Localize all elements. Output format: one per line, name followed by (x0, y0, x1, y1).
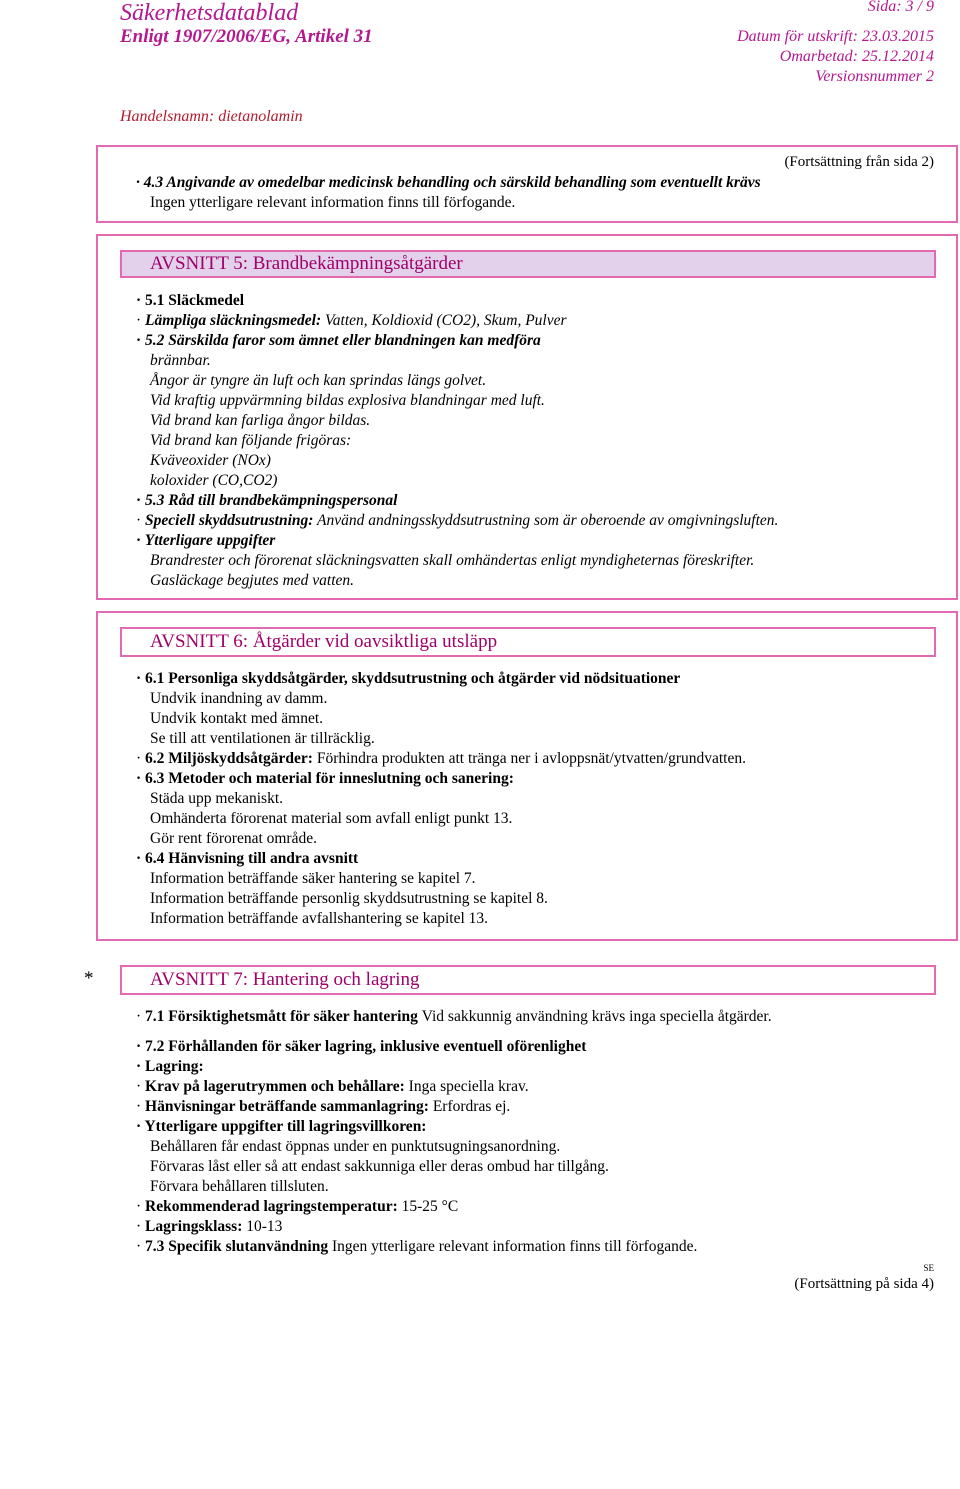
item-6-2: · 6.2 Miljöskyddsåtgärder: Förhindra produkten att tränga ner i avloppsnät/ytvatten/grundvatten. (136, 750, 746, 767)
hazard-line: brännbar. (150, 352, 211, 369)
item-6-3-line: Gör rent förorenat område. (150, 830, 317, 847)
page-number: Sida: 3 / 9 (867, 0, 934, 15)
trade-name: Handelsnamn: dietanolamin (120, 108, 303, 125)
item-6-4-line: Information beträffande säker hantering se kapitel 7. (150, 870, 476, 887)
item-6-1-heading: · 6.1 Personliga skyddsåtgärder, skyddsutrustning och åtgärder vid nödsituationer (136, 670, 681, 687)
storage-temperature: · Rekommenderad lagringstemperatur: 15-25 °C (136, 1198, 459, 1215)
item-6-4-heading: · 6.4 Hänvisning till andra avsnitt (136, 850, 359, 867)
continued-from: (Fortsättning från sida 2) (784, 154, 934, 170)
item-6-4-line: Information beträffande personlig skyddsutrustning se kapitel 8. (150, 890, 548, 907)
section-7-title: AVSNITT 7: Hantering och lagring (120, 965, 936, 995)
hazard-line: Kväveoxider (NOx) (150, 452, 271, 469)
storage-condition-line: Förvara behållaren tillsluten. (150, 1178, 329, 1195)
section-5-title: AVSNITT 5: Brandbekämpningsåtgärder (120, 250, 936, 278)
print-date: Datum för utskrift: 23.03.2015 (737, 28, 934, 45)
storage-requirements: · Krav på lagerutrymmen och behållare: Inga speciella krav. (136, 1078, 529, 1095)
joint-storage: · Hänvisningar beträffande sammanlagring: Erfordras ej. (136, 1098, 511, 1115)
version-number: Versionsnummer 2 (815, 68, 934, 85)
further-info-heading: · Ytterligare uppgifter (136, 532, 276, 549)
suitable-extinguishing-media: · Lämpliga släckningsmedel: Vatten, Koldioxid (CO2), Skum, Pulver (136, 312, 567, 329)
storage-conditions-heading: · Ytterligare uppgifter till lagringsvillkoren: (136, 1118, 427, 1135)
item-6-1-line: Undvik inandning av damm. (150, 690, 328, 707)
item-6-3-line: Städa upp mekaniskt. (150, 790, 284, 807)
hazard-line: koloxider (CO,CO2) (150, 472, 278, 489)
further-info-line: Gasläckage begjutes med vatten. (150, 572, 355, 589)
storage-class: · Lagringsklass: 10-13 (136, 1218, 283, 1235)
further-info-line: Brandrester och förorenat släckningsvatten skall omhändertas enligt myndigheternas föreskrifter. (150, 552, 755, 569)
revised-date: Omarbetad: 25.12.2014 (779, 48, 934, 65)
item-6-1-line: Undvik kontakt med ämnet. (150, 710, 324, 727)
hazard-line: Vid kraftig uppvärmning bildas explosiva blandningar med luft. (150, 392, 545, 409)
item-5-3-heading: · 5.3 Råd till brandbekämpningspersonal (136, 492, 398, 509)
section-6-title: AVSNITT 6: Åtgärder vid oavsiktliga utsläpp (120, 627, 936, 657)
storage-label: · Lagring: (136, 1058, 204, 1075)
item-6-4-line: Information beträffande avfallshantering se kapitel 13. (150, 910, 489, 927)
language-code: SE (923, 1263, 934, 1273)
item-4-3-text: Ingen ytterligare relevant information finns till förfogande. (150, 194, 516, 211)
bullet: · (136, 174, 140, 191)
item-7-2-heading: · 7.2 Förhållanden för säker lagring, inklusive eventuell oförenlighet (136, 1038, 587, 1055)
item-7-1: · 7.1 Försiktighetsmått för säker hantering Vid sakkunnig användning krävs inga speciella åtgärder. (136, 1008, 772, 1025)
hazard-line: Ångor är tyngre än luft och kan sprindas längs golvet. (150, 372, 487, 389)
storage-condition-line: Förvaras låst eller så att endast sakkunniga eller deras ombud har tillgång. (150, 1158, 609, 1175)
document-title: Säkerhetsdatablad (120, 0, 299, 26)
item-4-3-heading: · 4.3 Angivande av omedelbar medicinsk behandling och särskild behandling som eventuellt krävs (136, 174, 761, 191)
continued-on: (Fortsättning på sida 4) (794, 1276, 934, 1292)
document-subtitle: Enligt 1907/2006/EG, Artikel 31 (120, 26, 373, 47)
item-7-3: · 7.3 Specifik slutanvändning Ingen ytterligare relevant information finns till förfogande. (136, 1238, 698, 1255)
item-6-1-line: Se till att ventilationen är tillräcklig. (150, 730, 375, 747)
special-equipment: · Speciell skyddsutrustning: Använd andningsskyddsutrustning som är oberoende av omgivningsluften. (136, 512, 779, 529)
item-6-3-line: Omhänderta förorenat material som avfall enligt punkt 13. (150, 810, 513, 827)
hazard-line: Vid brand kan följande frigöras: (150, 432, 352, 449)
item-5-2-heading: · 5.2 Särskilda faror som ämnet eller blandningen kan medföra (136, 332, 541, 349)
item-6-3-heading: · 6.3 Metoder och material för inneslutning och sanering: (136, 770, 514, 787)
storage-condition-line: Behållaren får endast öppnas under en punktutsugningsanordning. (150, 1138, 561, 1155)
hazard-line: Vid brand kan farliga ångor bildas. (150, 412, 371, 429)
revision-marker: * (84, 968, 94, 989)
item-5-1-heading: · 5.1 Släckmedel (136, 292, 245, 309)
